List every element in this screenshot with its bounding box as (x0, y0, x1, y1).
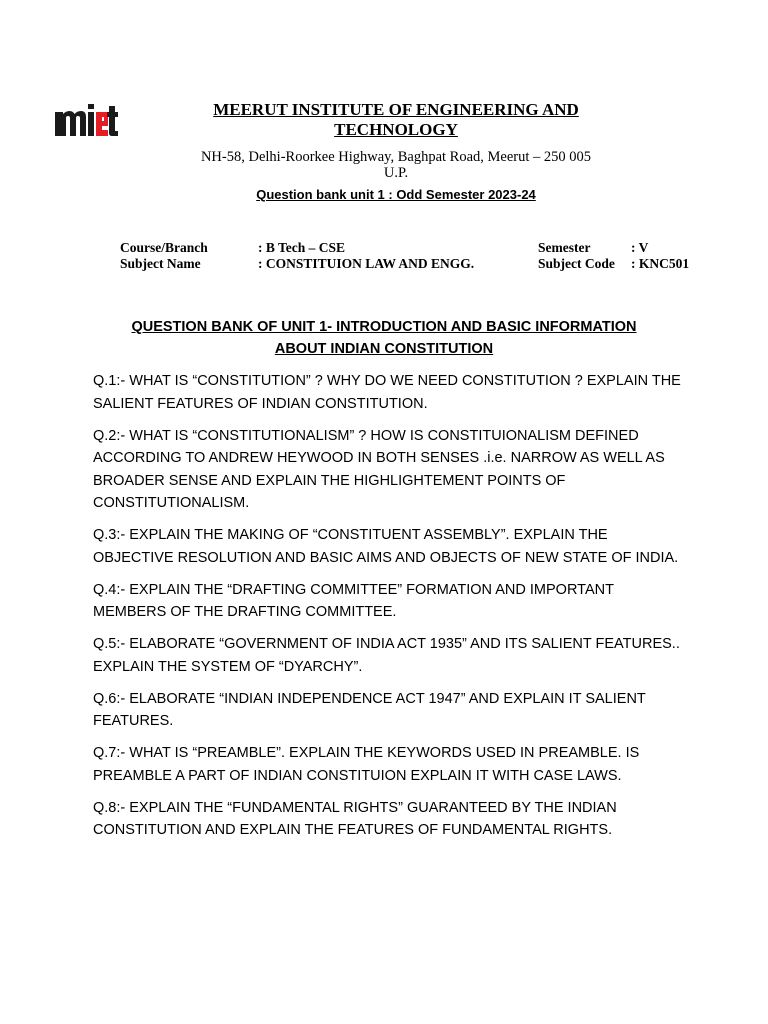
unit-heading-line2: ABOUT INDIAN CONSTITUTION (274, 341, 494, 357)
semester-value: : V (631, 240, 649, 255)
address-line2: U.P. (383, 165, 409, 181)
question-list (93, 370, 683, 851)
subject-value: : CONSTITUION LAW AND ENGG. (258, 256, 475, 271)
subject-code-value: : KNC501 (631, 256, 690, 271)
miet-logo (54, 100, 118, 140)
subject-label: Subject Name (120, 256, 201, 271)
institute-title (180, 100, 612, 140)
question-2: Q.2:- WHAT IS “CONSTITUTIONALISM” ? HOW IS CONSTITUIONALISM DEFINED ACCORDING TO ANDREW HEYWOOD IN BOTH SENSES .i.e. NARROW AS WELL AS BROADER SENSE AND EXPLAIN THE HIGHLIGHTEMENT POINTS OF CONSTITUTIONALISM. (93, 427, 665, 511)
subject-code-label: Subject Code (538, 256, 615, 271)
question-5: Q.5:- ELABORATE “GOVERNMENT OF INDIA ACT 1935” AND ITS SALIENT FEATURES.. EXPLAIN THE SYSTEM OF “DYARCHY”. (93, 636, 680, 675)
course-label: Course/Branch (120, 240, 208, 255)
semester-label: Semester (538, 240, 591, 255)
question-7: Q.7:- WHAT IS “PREAMBLE”. EXPLAIN THE KEYWORDS USED IN PREAMBLE. IS PREAMBLE A PART OF INDIAN CONSTITUION EXPLAIN IT WITH CASE LAWS. (93, 745, 640, 784)
question-bank-subtitle: Question bank unit 1 : Odd Semester 2023-24 (256, 187, 536, 202)
question-3: Q.3:- EXPLAIN THE MAKING OF “CONSTITUENT ASSEMBLY”. EXPLAIN THE OBJECTIVE RESOLUTION AND BASIC AIMS AND OBJECTS OF NEW STATE OF INDIA. (93, 527, 679, 566)
question-8: Q.8:- EXPLAIN THE “FUNDAMENTAL RIGHTS” GUARANTEED BY THE INDIAN CONSTITUTION AND EXPLAIN THE FEATURES OF FUNDAMENTAL RIGHTS. (93, 799, 617, 838)
unit-heading (80, 316, 688, 360)
unit-heading-line1: QUESTION BANK OF UNIT 1- INTRODUCTION AND BASIC INFORMATION (131, 319, 637, 335)
address-line1: NH-58, Delhi-Roorkee Highway, Baghpat Road, Meerut – 250 005 (200, 149, 592, 165)
course-value: : B Tech – CSE (258, 240, 346, 255)
institute-address (150, 149, 642, 181)
question-1: Q.1:- WHAT IS “CONSTITUTION” ? WHY DO WE NEED CONSTITUTION ? EXPLAIN THE SALIENT FEATURES OF INDIAN CONSTITUTION. (93, 373, 681, 412)
question-6: Q.6:- ELABORATE “INDIAN INDEPENDENCE ACT 1947” AND EXPLAIN IT SALIENT FEATURES. (93, 690, 646, 729)
question-4: Q.4:- EXPLAIN THE “DRAFTING COMMITTEE” FORMATION AND IMPORTANT MEMBERS OF THE DRAFTING COMMITTEE. (93, 581, 614, 620)
institute-title-line1: MEERUT INSTITUTE OF ENGINEERING AND (213, 100, 579, 119)
institute-title-line2: TECHNOLOGY (334, 120, 458, 139)
